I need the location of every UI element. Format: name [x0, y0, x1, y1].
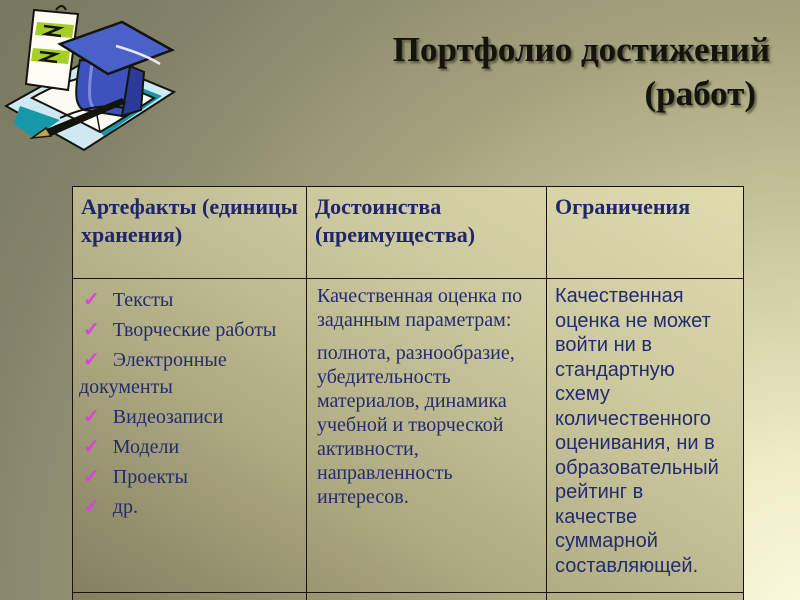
page-title-line2: (работ): [644, 74, 756, 113]
check-bullet-icon: ✓: [83, 319, 100, 341]
advantages-header-label: Достоинства (преимущества): [315, 194, 476, 247]
list-item: [79, 317, 300, 344]
check-bullet-icon: ✓: [83, 349, 100, 371]
table-stub-cell: [307, 593, 547, 600]
list-item-label: Видеозаписи: [112, 406, 224, 428]
artifacts-header-label: Артефакты (единицы хранения): [81, 194, 298, 247]
advantages-paragraph-1: Качественная оценка по заданным параметрам:: [317, 285, 523, 331]
list-item: [79, 347, 300, 401]
table-stub-cell: [547, 593, 743, 600]
limitations-body-cell: [547, 279, 743, 593]
check-bullet-icon: ✓: [83, 466, 100, 488]
check-bullet-icon: ✓: [83, 289, 100, 311]
advantages-paragraph-2: полнота, разнообразие, убедительность материалов, динамика учебной и творческой активности, направленность интересов.: [317, 342, 515, 508]
page-title-line1: Портфолио достижений: [392, 30, 770, 69]
check-bullet-icon: ✓: [83, 436, 100, 458]
limitations-text: Качественная оценка не может войти ни в стандартную схему количественного оценивания, ни в образовательный рейтинг в качестве суммарной составляющей.: [555, 285, 719, 577]
page-title: [210, 28, 770, 116]
list-item-label: Тексты: [112, 289, 174, 311]
portfolio-table: [72, 186, 744, 600]
artifacts-body-cell: [73, 279, 307, 593]
list-item: [79, 434, 300, 461]
artifacts-header-cell: [73, 187, 307, 279]
table-stub-cell: [73, 593, 307, 600]
check-bullet-icon: ✓: [83, 406, 100, 428]
limitations-header-cell: [547, 187, 743, 279]
list-item-label: Модели: [112, 436, 180, 458]
list-item: [79, 494, 300, 521]
limitations-header-label: Ограничения: [555, 194, 691, 219]
list-item-label: Творческие работы: [112, 319, 277, 341]
list-item: [79, 464, 300, 491]
graduation-cap-clipart-icon: [4, 2, 176, 154]
advantages-header-cell: [307, 187, 547, 279]
list-item-label: др.: [112, 496, 138, 518]
list-item: [79, 287, 300, 314]
list-item-label: Электронные документы: [79, 349, 227, 398]
check-bullet-icon: ✓: [83, 496, 100, 518]
list-item-label: Проекты: [112, 466, 188, 488]
list-item: [79, 404, 300, 431]
advantages-body-cell: [307, 279, 547, 593]
